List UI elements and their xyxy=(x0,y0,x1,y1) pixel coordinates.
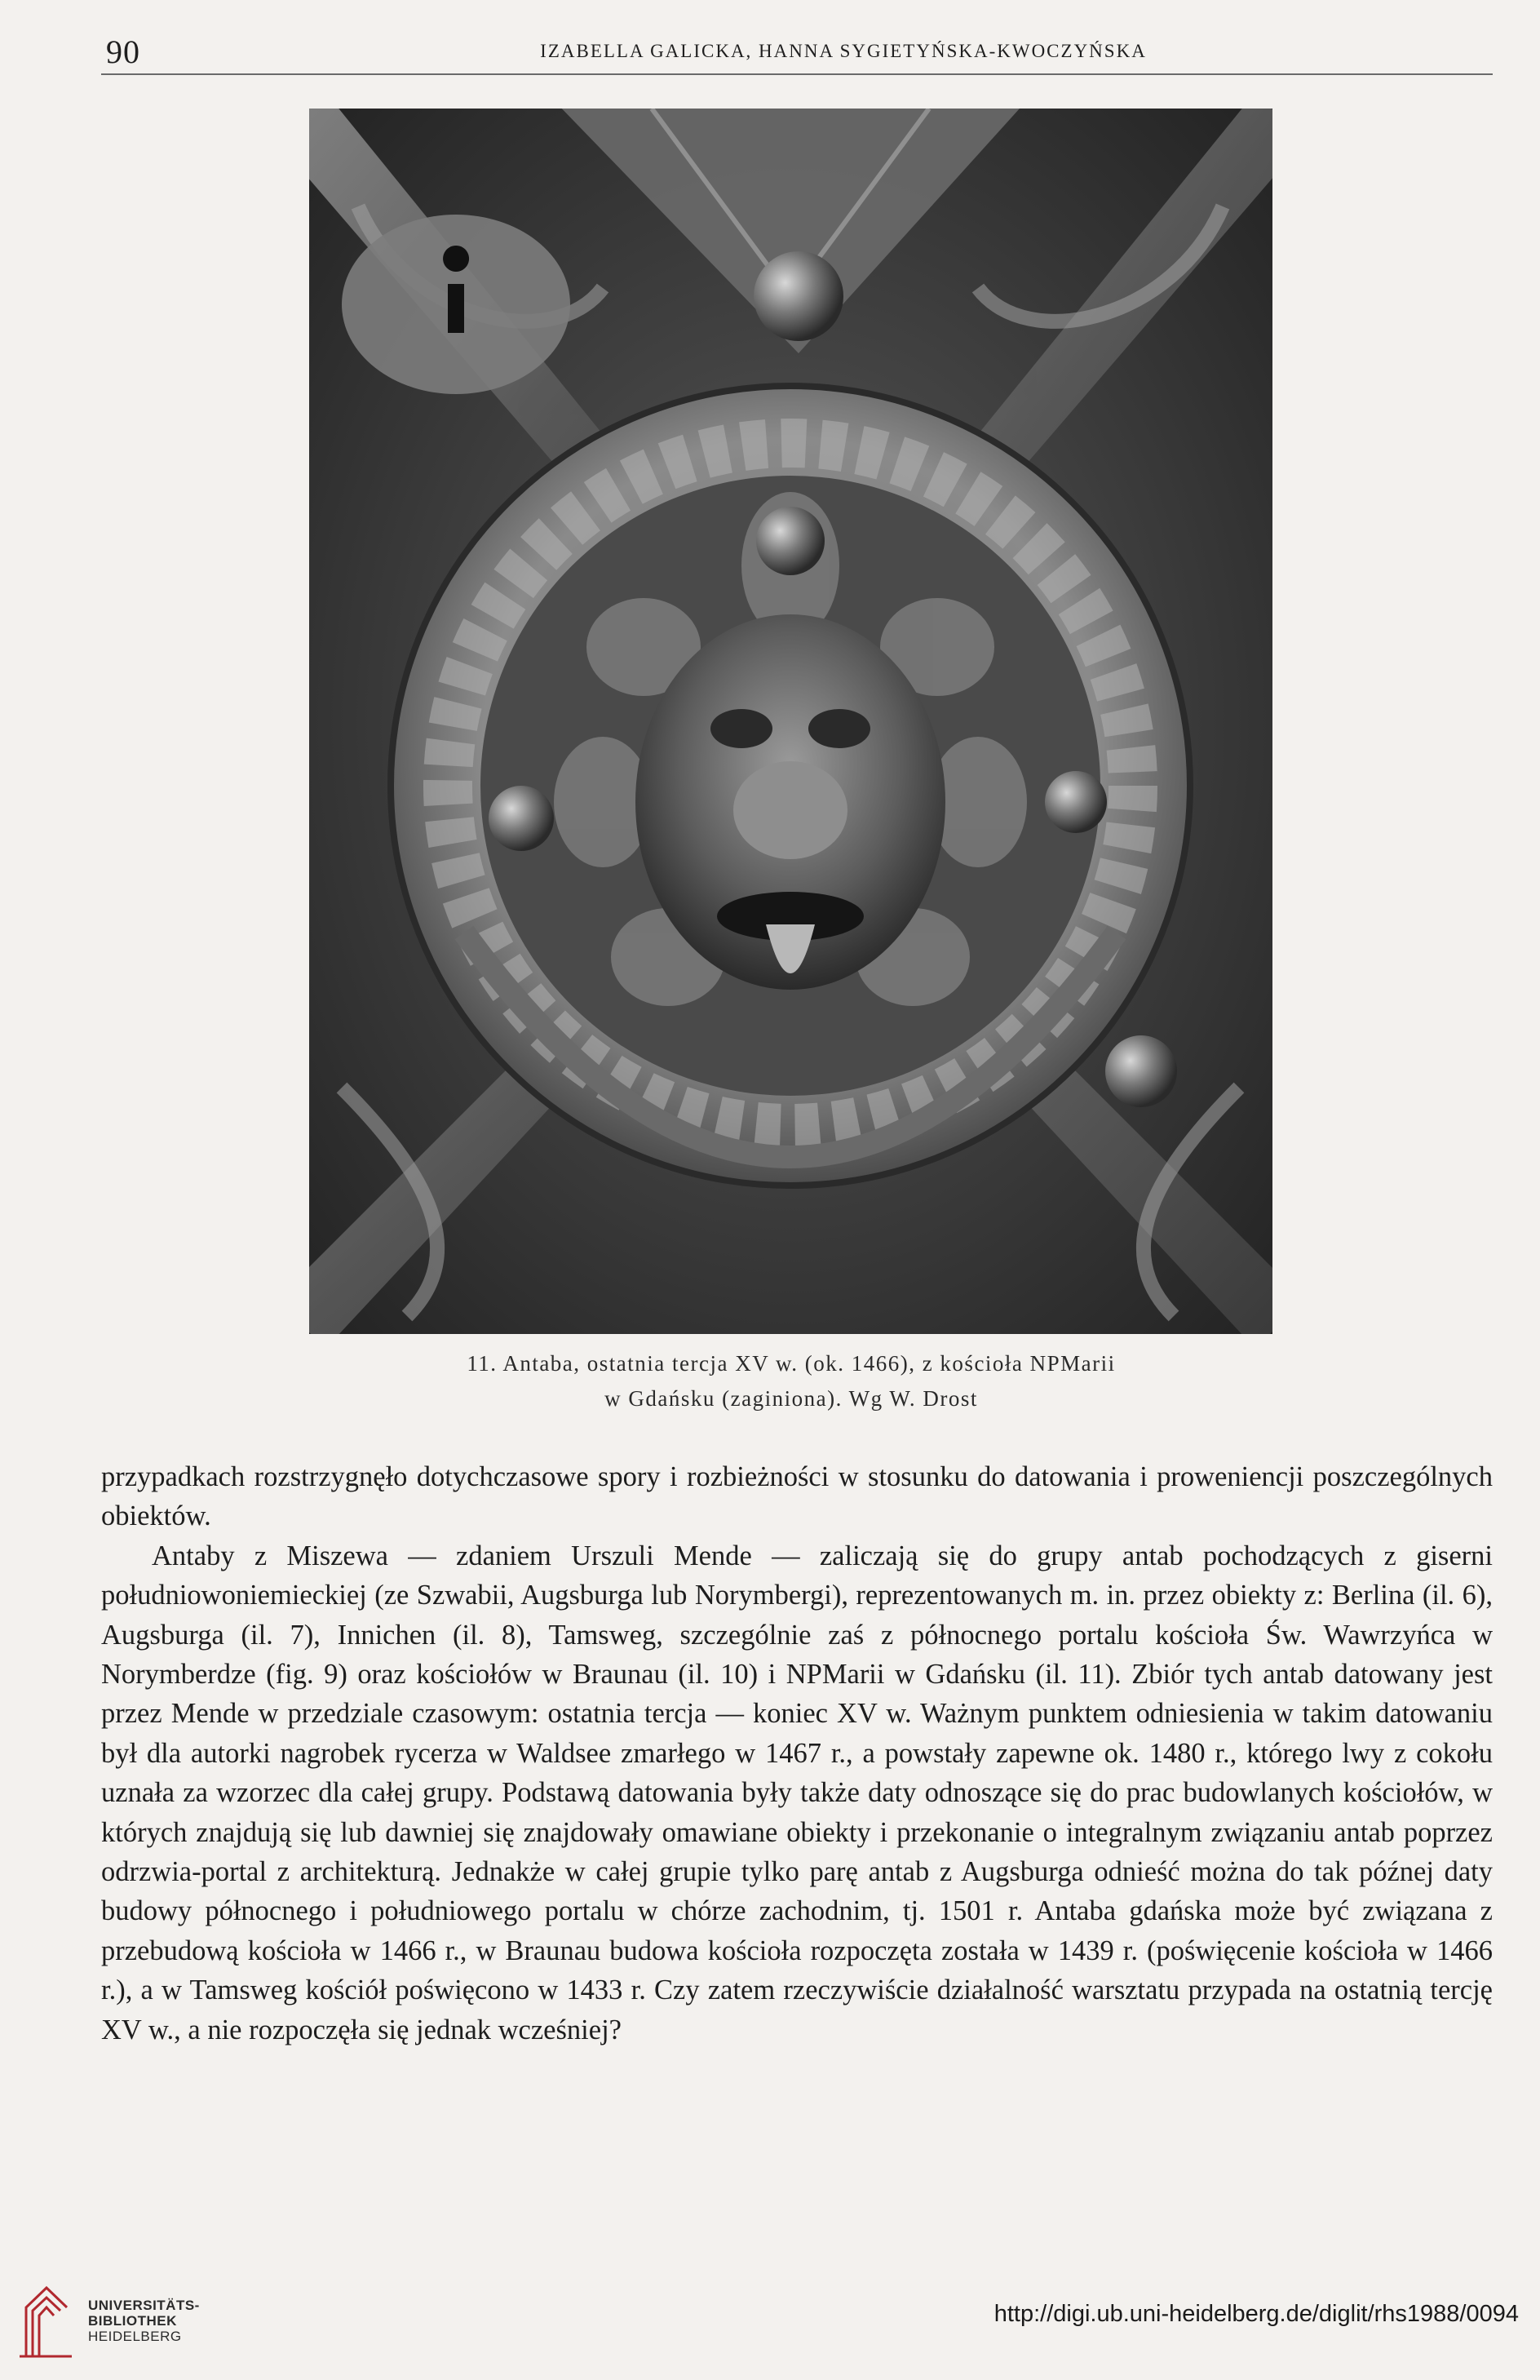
logo-line-1: UNIVERSITÄTS- xyxy=(88,2298,200,2313)
figure-caption xyxy=(310,1346,1272,1416)
library-logo-icon xyxy=(18,2283,75,2361)
page-number: 90 xyxy=(106,33,140,70)
logo-line-2: BIBLIOTHEK xyxy=(88,2313,177,2329)
caption-line-1: 11. Antaba, ostatnia tercja XV w. (ok. 1466), z kościoła NPMarii xyxy=(467,1351,1116,1376)
running-head-authors: IZABELLA GALICKA, HANNA SYGIETYŃSKA-KWOCZYŃSKA xyxy=(540,41,1147,61)
running-header xyxy=(101,28,1493,75)
paragraph-2: Antaby z Miszewa — zdaniem Urszuli Mende — zaliczają się do grupy antab pochodzących z giserni południowoniemieckiej (ze Szwabii, Augsburga lub Norymbergi), reprezentowanych m. in. przez obiekty z: Berlina (il. 6), Augsburga (il. 7), Innichen (il. 8), Tamsweg, szczególnie zaś z północnego portalu kościoła Św. Wawrzyńca w Norymberdze (fig. 9) oraz kościołów w Braunau (il. 10) i NPMarii w Gdańsku (il. 11). Zbiór tych antab datowany jest przez Mende w przedziale czasowym: ostatnia tercja — koniec XV w. Ważnym punktem odniesienia w takim datowaniu był dla autorki nagrobek rycerza w Waldsee zmarłego w 1467 r., a powstały zapewne ok. 1480 r., którego lwy z cokołu uznała za wzorzec dla całej grupy. Podstawą datowania były także daty odnoszące się do prac budowlanych kościołów, w których znajdują się lub dawniej się znajdowały omawiane obiekty i przekonanie o integralnym związaniu antab poprzez odrzwia-portal z architekturą. Jednakże w całej grupie tylko parę antab z Augsburga odnieść można do tak późnej daty budowy północnego i południowego portalu w chórze zachodnim, tj. 1501 r. Antaba gdańska może być związana z przebudową kościoła w 1466 r., w Braunau budowa kościoła rozpoczęta została w 1439 r. (poświęcenie kościoła w 1466 r.), a w Tamsweg kościół poświęcono w 1433 r. Czy zatem rzeczywiście działalność warsztatu przypada na ostatnią tercję XV w., a nie rozpoczęła się jednak wcześniej? xyxy=(101,1540,1493,2045)
article-body xyxy=(101,1457,1493,2050)
door-knocker-photograph xyxy=(309,109,1272,1334)
source-url-link[interactable]: http://digi.ub.uni-heidelberg.de/diglit/rhs1988/0094 xyxy=(993,2301,1519,2327)
paragraph-1: przypadkach rozstrzygnęło dotychczasowe spory i rozbieżności w stosunku do datowania i proweniencji poszczególnych obiektów. xyxy=(101,1461,1493,1532)
logo-line-3: HEIDELBERG xyxy=(88,2329,182,2344)
library-logo[interactable] xyxy=(18,2283,222,2364)
caption-line-2: w Gdańsku (zaginiona). Wg W. Drost xyxy=(604,1386,978,1411)
